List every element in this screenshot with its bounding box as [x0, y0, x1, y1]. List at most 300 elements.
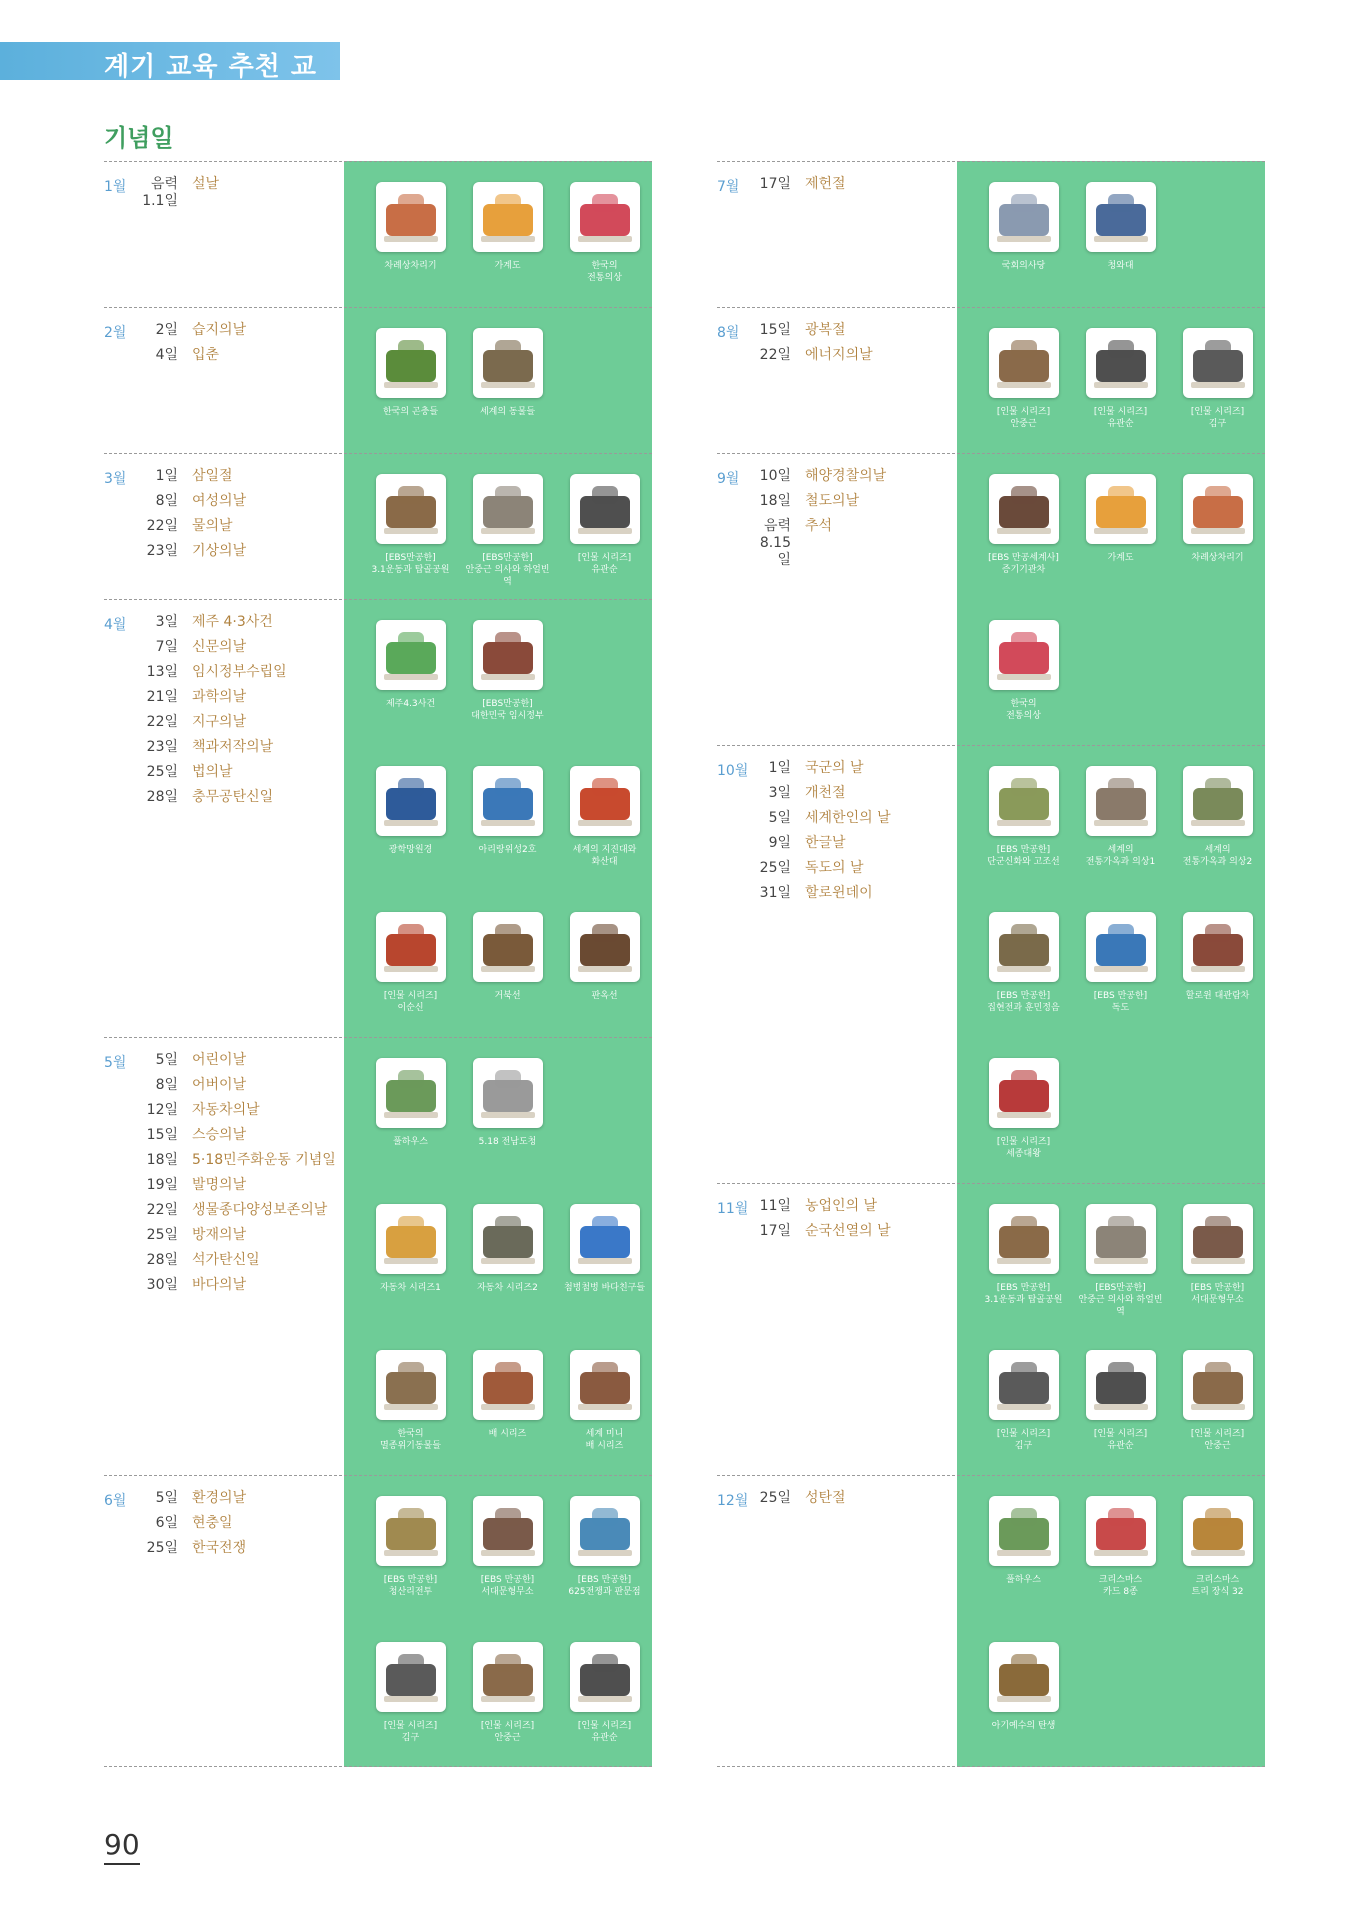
product-item[interactable]	[459, 1622, 556, 1768]
product-caption: [EBS 만공한] 서대문형무소	[480, 1575, 535, 1597]
event-name: 농업인의 날	[805, 1198, 878, 1214]
month-row	[717, 307, 1265, 453]
product-caption: 아리랑위성2호	[478, 845, 537, 855]
product-caption: [인물 시리즈] 이순신	[383, 991, 438, 1013]
event-item	[747, 518, 886, 568]
product-thumbnail[interactable]	[473, 912, 543, 982]
event-item	[134, 1540, 246, 1565]
product-item[interactable]	[556, 1622, 653, 1768]
month-label: 1월	[104, 179, 127, 195]
product-caption: [EBS만공한] 안중근 의사와 하얼빈 역	[1078, 1283, 1163, 1317]
event-name: 책과저작의날	[192, 739, 274, 755]
product-base-shape	[481, 674, 535, 680]
event-name: 지구의날	[192, 714, 247, 730]
product-item[interactable]	[362, 1184, 459, 1330]
product-grid	[975, 162, 1169, 308]
product-caption: [인물 시리즈] 안중근	[480, 1721, 535, 1743]
event-name: 신문의날	[192, 639, 247, 655]
event-day: 18일	[759, 493, 791, 509]
event-item	[134, 1102, 336, 1127]
product-thumbnail[interactable]	[570, 912, 640, 982]
product-model-shape	[398, 340, 424, 358]
event-day: 25일	[146, 764, 178, 780]
product-thumbnail[interactable]	[989, 1350, 1059, 1420]
event-name: 방재의날	[192, 1227, 247, 1243]
event-item	[134, 1227, 336, 1252]
product-caption: [인물 시리즈] 유관순	[577, 1721, 632, 1743]
product-model-shape	[1108, 924, 1134, 942]
product-thumbnail[interactable]	[473, 182, 543, 252]
product-base-shape	[384, 1550, 438, 1556]
product-item[interactable]	[459, 308, 556, 454]
event-item	[134, 543, 246, 568]
month-label: 3월	[104, 471, 127, 487]
product-thumbnail[interactable]	[376, 766, 446, 836]
product-base-shape	[1191, 820, 1245, 826]
product-base-shape	[997, 1258, 1051, 1264]
event-day: 8일	[155, 1077, 178, 1093]
product-item[interactable]	[1169, 308, 1266, 454]
product-thumbnail[interactable]	[376, 1642, 446, 1712]
event-name: 한글날	[805, 835, 846, 851]
product-base-shape	[384, 820, 438, 826]
product-thumbnail[interactable]	[1086, 1204, 1156, 1274]
product-model-shape	[1205, 1508, 1231, 1526]
product-item[interactable]	[362, 454, 459, 600]
product-item[interactable]	[556, 746, 653, 892]
event-item	[134, 518, 246, 543]
product-base-shape	[1094, 236, 1148, 242]
event-day: 28일	[146, 789, 178, 805]
product-item[interactable]	[362, 1476, 459, 1622]
event-name: 어린이날	[192, 1052, 247, 1068]
product-base-shape	[578, 1258, 632, 1264]
product-thumbnail[interactable]	[473, 474, 543, 544]
product-base-shape	[578, 820, 632, 826]
page-number: 90	[104, 1828, 140, 1865]
event-name: 에너지의날	[805, 347, 873, 363]
event-name: 해양경찰의날	[805, 468, 887, 484]
event-name: 한국전쟁	[192, 1540, 247, 1556]
product-model-shape	[1011, 486, 1037, 504]
product-caption: [EBS 만공한] 625전쟁과 판문점	[568, 1575, 641, 1597]
event-day: 18일	[146, 1152, 178, 1168]
event-name: 여성의날	[192, 493, 247, 509]
event-day: 22일	[146, 518, 178, 534]
event-item	[747, 885, 891, 910]
product-caption: 가계도	[1107, 553, 1134, 563]
product-item[interactable]	[556, 1476, 653, 1622]
product-item[interactable]	[1072, 746, 1169, 892]
event-name: 과학의날	[192, 689, 247, 705]
product-thumbnail[interactable]	[989, 182, 1059, 252]
product-thumbnail[interactable]	[376, 182, 446, 252]
product-model-shape	[1108, 486, 1134, 504]
product-thumbnail[interactable]	[1183, 766, 1253, 836]
product-caption: 판옥선	[591, 991, 618, 1001]
product-item[interactable]	[459, 1038, 556, 1184]
product-base-shape	[384, 1112, 438, 1118]
product-model-shape	[495, 1070, 521, 1088]
product-model-shape	[592, 924, 618, 942]
month-label: 10월	[717, 763, 749, 779]
event-item	[134, 468, 246, 493]
product-base-shape	[384, 966, 438, 972]
event-name: 순국선열의 날	[805, 1223, 891, 1239]
month-row	[717, 161, 1265, 307]
product-thumbnail[interactable]	[1086, 328, 1156, 398]
product-caption: [EBS 만공한] 3.1운동과 탑골공원	[984, 1283, 1063, 1305]
product-thumbnail[interactable]	[570, 766, 640, 836]
product-thumbnail[interactable]	[473, 766, 543, 836]
event-day: 25일	[759, 1490, 791, 1506]
product-caption: 세계의 전통가옥과 의상1	[1085, 845, 1156, 867]
product-item[interactable]	[459, 746, 556, 892]
product-item[interactable]	[459, 1476, 556, 1622]
product-base-shape	[1191, 1404, 1245, 1410]
product-thumbnail[interactable]	[473, 328, 543, 398]
product-model-shape	[398, 924, 424, 942]
product-model-shape	[398, 1508, 424, 1526]
event-list	[134, 614, 287, 814]
product-caption: 크리스마스 트리 장식 32	[1191, 1575, 1244, 1597]
product-item[interactable]	[459, 1184, 556, 1330]
right-column	[717, 161, 1265, 1767]
product-item[interactable]	[975, 1476, 1072, 1622]
product-caption: 크리스마스 카드 8종	[1098, 1575, 1143, 1597]
month-label: 4월	[104, 617, 127, 633]
product-item[interactable]	[459, 162, 556, 308]
event-day: 10일	[759, 468, 791, 484]
product-item[interactable]	[362, 892, 459, 1038]
event-day: 25일	[146, 1227, 178, 1243]
product-base-shape	[384, 236, 438, 242]
product-item[interactable]	[1169, 892, 1266, 1038]
product-item[interactable]	[975, 1038, 1072, 1184]
event-day: 3일	[768, 785, 791, 801]
product-caption: 광학망원경	[388, 845, 433, 855]
product-thumbnail[interactable]	[1086, 912, 1156, 982]
event-day: 22일	[759, 347, 791, 363]
product-item[interactable]	[975, 892, 1072, 1038]
product-base-shape	[997, 966, 1051, 972]
product-caption: 풀하우스	[393, 1137, 428, 1147]
product-thumbnail[interactable]	[570, 1204, 640, 1274]
event-item	[134, 714, 287, 739]
product-model-shape	[1205, 1362, 1231, 1380]
product-base-shape	[578, 1550, 632, 1556]
event-item	[134, 347, 246, 372]
product-caption: 한국의 전통의상	[1006, 699, 1041, 721]
product-model-shape	[1205, 1216, 1231, 1234]
product-thumbnail[interactable]	[473, 1058, 543, 1128]
product-grid	[362, 162, 653, 308]
product-item[interactable]	[362, 600, 459, 746]
product-model-shape	[1011, 1362, 1037, 1380]
product-item[interactable]	[362, 162, 459, 308]
product-thumbnail[interactable]	[989, 1496, 1059, 1566]
product-thumbnail[interactable]	[989, 1058, 1059, 1128]
event-item	[747, 860, 891, 885]
product-item[interactable]	[362, 746, 459, 892]
event-item	[747, 468, 886, 493]
event-day: 25일	[759, 860, 791, 876]
product-item[interactable]	[975, 454, 1072, 600]
event-list	[747, 1490, 846, 1515]
event-name: 제헌절	[805, 176, 846, 192]
product-caption: 첨벙첨벙 바다친구들	[563, 1283, 646, 1293]
product-base-shape	[1191, 1550, 1245, 1556]
event-item	[747, 1223, 891, 1248]
section-title: 기념일	[104, 124, 174, 152]
event-name: 삼일절	[192, 468, 233, 484]
product-base-shape	[1094, 1258, 1148, 1264]
product-model-shape	[592, 1216, 618, 1234]
product-item[interactable]	[975, 1622, 1072, 1768]
product-item[interactable]	[1072, 1476, 1169, 1622]
product-model-shape	[398, 1654, 424, 1672]
product-base-shape	[384, 1404, 438, 1410]
event-day: 30일	[146, 1277, 178, 1293]
event-name: 할로윈데이	[805, 885, 873, 901]
month-row	[104, 1475, 652, 1767]
event-day: 4일	[155, 347, 178, 363]
product-base-shape	[997, 1696, 1051, 1702]
product-item[interactable]	[1072, 892, 1169, 1038]
product-model-shape	[592, 486, 618, 504]
event-day: 11일	[759, 1198, 791, 1214]
product-thumbnail[interactable]	[376, 912, 446, 982]
product-model-shape	[1011, 632, 1037, 650]
product-item[interactable]	[1169, 1476, 1266, 1622]
product-base-shape	[997, 1112, 1051, 1118]
product-thumbnail[interactable]	[376, 1204, 446, 1274]
product-item[interactable]	[975, 1184, 1072, 1330]
product-item[interactable]	[1072, 454, 1169, 600]
product-item[interactable]	[1169, 746, 1266, 892]
product-model-shape	[495, 632, 521, 650]
product-thumbnail[interactable]	[1183, 1350, 1253, 1420]
product-caption: [EBS 만공한] 청산리전투	[383, 1575, 438, 1597]
event-day: 9일	[768, 835, 791, 851]
product-thumbnail[interactable]	[473, 620, 543, 690]
product-thumbnail[interactable]	[376, 1350, 446, 1420]
product-model-shape	[1108, 340, 1134, 358]
product-thumbnail[interactable]	[1183, 474, 1253, 544]
product-item[interactable]	[1169, 1184, 1266, 1330]
product-caption: 한국의 곤충들	[382, 407, 439, 417]
product-base-shape	[997, 236, 1051, 242]
product-thumbnail[interactable]	[989, 328, 1059, 398]
product-item[interactable]	[1072, 1184, 1169, 1330]
product-item[interactable]	[1169, 454, 1266, 600]
product-base-shape	[1094, 1404, 1148, 1410]
page-banner	[0, 42, 340, 119]
event-name: 철도의날	[805, 493, 860, 509]
product-caption: 국회의사당	[1001, 261, 1046, 271]
event-day: 7일	[155, 639, 178, 655]
product-thumbnail[interactable]	[376, 474, 446, 544]
product-thumbnail[interactable]	[1086, 1496, 1156, 1566]
product-base-shape	[384, 674, 438, 680]
product-item[interactable]	[459, 892, 556, 1038]
product-item[interactable]	[556, 454, 653, 600]
event-name: 스승의날	[192, 1127, 247, 1143]
product-thumbnail[interactable]	[473, 1204, 543, 1274]
product-model-shape	[495, 778, 521, 796]
product-item[interactable]	[556, 1184, 653, 1330]
product-thumbnail[interactable]	[1086, 474, 1156, 544]
product-base-shape	[481, 382, 535, 388]
product-item[interactable]	[1072, 308, 1169, 454]
product-thumbnail[interactable]	[376, 1496, 446, 1566]
event-name: 석가탄신일	[192, 1252, 260, 1268]
event-item	[134, 493, 246, 518]
product-base-shape	[1191, 1258, 1245, 1264]
product-thumbnail[interactable]	[989, 766, 1059, 836]
event-day: 21일	[146, 689, 178, 705]
product-model-shape	[495, 1654, 521, 1672]
product-grid	[362, 308, 556, 454]
product-thumbnail[interactable]	[989, 1204, 1059, 1274]
product-thumbnail[interactable]	[570, 1496, 640, 1566]
event-day: 5일	[155, 1490, 178, 1506]
month-label: 7월	[717, 179, 740, 195]
month-row	[717, 745, 1265, 1183]
event-day: 13일	[146, 664, 178, 680]
month-row	[104, 453, 652, 599]
product-item[interactable]	[459, 454, 556, 600]
banner-title: 계기 교육 추천 교구	[104, 52, 317, 119]
product-caption: 차례상차리기	[1191, 553, 1244, 563]
product-model-shape	[1108, 1216, 1134, 1234]
event-day: 8일	[155, 493, 178, 509]
product-caption: 청와대	[1107, 261, 1134, 271]
event-item	[134, 739, 287, 764]
product-thumbnail[interactable]	[570, 1642, 640, 1712]
product-item[interactable]	[556, 892, 653, 1038]
month-row	[717, 1183, 1265, 1475]
event-name: 개천절	[805, 785, 846, 801]
product-model-shape	[1108, 778, 1134, 796]
event-day: 28일	[146, 1252, 178, 1268]
event-item	[134, 614, 287, 639]
product-base-shape	[481, 236, 535, 242]
product-thumbnail[interactable]	[989, 912, 1059, 982]
product-item[interactable]	[556, 1330, 653, 1476]
product-thumbnail[interactable]	[1183, 328, 1253, 398]
month-label: 12월	[717, 1493, 749, 1509]
event-day: 23일	[146, 739, 178, 755]
product-model-shape	[1011, 1216, 1037, 1234]
month-row	[104, 307, 652, 453]
product-caption: [EBS 만공한] 단군신화와 고조선	[987, 845, 1060, 867]
product-item[interactable]	[362, 1622, 459, 1768]
product-base-shape	[997, 528, 1051, 534]
product-thumbnail[interactable]	[1086, 766, 1156, 836]
product-base-shape	[1094, 820, 1148, 826]
product-item[interactable]	[1072, 1330, 1169, 1476]
event-name: 입춘	[192, 347, 220, 363]
product-item[interactable]	[975, 1330, 1072, 1476]
event-name: 물의날	[192, 518, 233, 534]
product-item[interactable]	[362, 1038, 459, 1184]
product-thumbnail[interactable]	[1183, 1496, 1253, 1566]
product-thumbnail[interactable]	[1183, 912, 1253, 982]
product-model-shape	[1108, 194, 1134, 212]
product-thumbnail[interactable]	[376, 1058, 446, 1128]
event-item	[747, 322, 873, 347]
product-item[interactable]	[362, 1330, 459, 1476]
product-thumbnail[interactable]	[989, 620, 1059, 690]
product-item[interactable]	[1169, 1330, 1266, 1476]
product-thumbnail[interactable]	[473, 1496, 543, 1566]
product-item[interactable]	[459, 600, 556, 746]
product-base-shape	[481, 1258, 535, 1264]
product-thumbnail[interactable]	[570, 1350, 640, 1420]
event-day: 1일	[155, 468, 178, 484]
event-day: 25일	[146, 1540, 178, 1556]
event-name: 설날	[192, 176, 220, 192]
event-name: 충무공탄신일	[192, 789, 274, 805]
product-grid	[362, 454, 653, 600]
event-item	[747, 760, 891, 785]
product-thumbnail[interactable]	[473, 1642, 543, 1712]
product-model-shape	[495, 924, 521, 942]
event-name: 세계한인의 날	[805, 810, 891, 826]
product-base-shape	[481, 966, 535, 972]
event-list	[134, 1052, 336, 1302]
event-name: 성탄절	[805, 1490, 846, 1506]
product-caption: [인물 시리즈] 유관순	[1093, 407, 1148, 429]
event-list	[134, 176, 219, 218]
product-base-shape	[1094, 382, 1148, 388]
product-thumbnail[interactable]	[376, 328, 446, 398]
product-item[interactable]	[975, 162, 1072, 308]
event-item	[134, 1252, 336, 1277]
event-name: 광복절	[805, 322, 846, 338]
event-name: 국군의 날	[805, 760, 864, 776]
product-model-shape	[398, 632, 424, 650]
event-day: 31일	[759, 885, 791, 901]
product-item[interactable]	[975, 308, 1072, 454]
product-model-shape	[398, 1362, 424, 1380]
product-thumbnail[interactable]	[570, 182, 640, 252]
product-thumbnail[interactable]	[1086, 182, 1156, 252]
event-day: 15일	[146, 1127, 178, 1143]
product-thumbnail[interactable]	[473, 1350, 543, 1420]
product-caption: 세계의 지진대와 화산대	[572, 845, 637, 867]
product-item[interactable]	[975, 746, 1072, 892]
product-item[interactable]	[362, 308, 459, 454]
month-row	[104, 161, 652, 307]
product-thumbnail[interactable]	[1086, 1350, 1156, 1420]
event-item	[134, 1177, 336, 1202]
product-item[interactable]	[1072, 162, 1169, 308]
product-item[interactable]	[556, 162, 653, 308]
product-thumbnail[interactable]	[989, 474, 1059, 544]
product-thumbnail[interactable]	[570, 474, 640, 544]
product-model-shape	[592, 1508, 618, 1526]
product-item[interactable]	[459, 1330, 556, 1476]
event-day: 음력 8.15일	[759, 518, 791, 568]
product-thumbnail[interactable]	[1183, 1204, 1253, 1274]
product-thumbnail[interactable]	[989, 1642, 1059, 1712]
event-item	[134, 1052, 336, 1077]
product-thumbnail[interactable]	[376, 620, 446, 690]
product-item[interactable]	[975, 600, 1072, 746]
product-caption: 차례상차리기	[384, 261, 437, 271]
